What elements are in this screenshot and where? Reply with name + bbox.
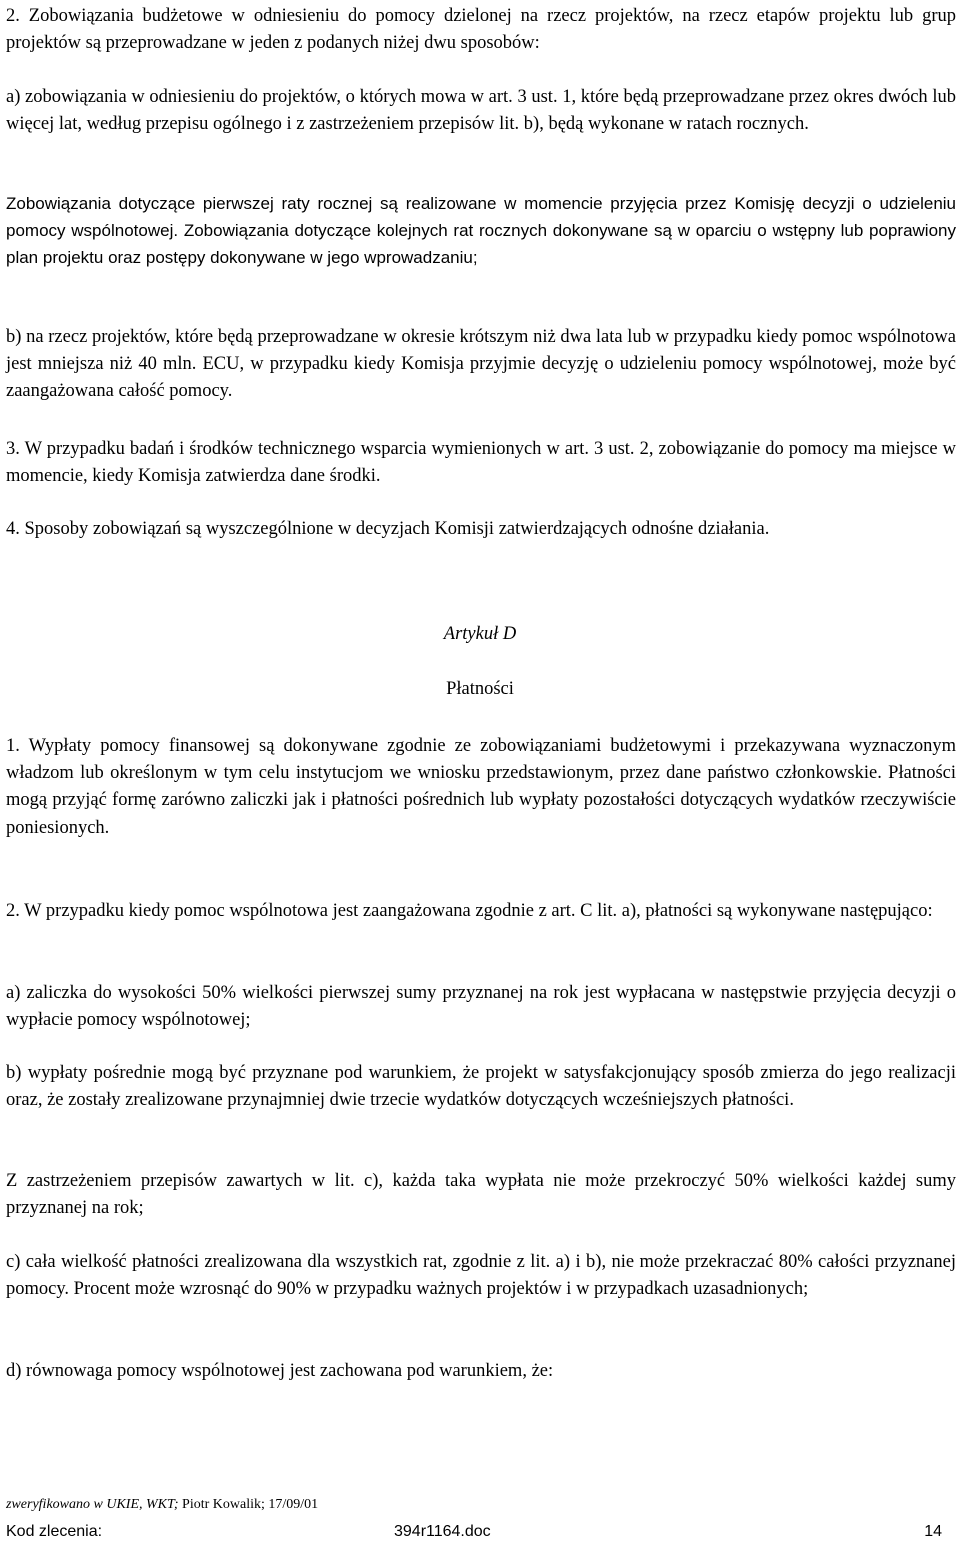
paragraph: 2. Zobowiązania budżetowe w odniesieniu do pomocy dzielonej na rzecz projektów, na rzecz etapów projektu lub grup projektów są przeprowadzane w jeden z podanych niżej dwu sposobów:	[6, 6, 956, 54]
page-number: 14	[924, 1523, 942, 1540]
paragraph: b) na rzecz projektów, które będą przeprowadzane w okresie krótszym niż dwa lata lub w przypadku kiedy pomoc wspólnotowa jest mniejsza niż 40 mln. ECU, w przypadku kiedy Komisja przyjmie decyzję o udzieleniu pomocy wspólnotowej, może być zaangażowana całość pomocy.	[6, 327, 956, 402]
paragraph: b) wypłaty pośrednie mogą być przyznane pod warunkiem, że projekt w satysfakcjonujący sposób zmierza do jego realizacji oraz, że zostały zrealizowane przynajmniej dwie trzecie wydatków dotyczących wcześniejszych płatności.	[6, 1063, 956, 1111]
paragraph: d) równowaga pomocy wspólnotowej jest zachowana pod warunkiem, że:	[6, 1361, 554, 1381]
article-subtitle: Płatności	[446, 679, 514, 699]
paragraph: a) zaliczka do wysokości 50% wielkości pierwszej sumy przyznanej na rok jest wypłacana w następstwie przyjęcia decyzji o wypłacie pomocy wspólnotowej;	[6, 983, 956, 1031]
paragraph: Z zastrzeżeniem przepisów zawartych w lit. c), każda taka wypłata nie może przekroczyć 50% wielkości każdej sumy przyznanej na rok;	[6, 1171, 956, 1219]
article-title: Artykuł D	[443, 624, 517, 644]
paragraph: a) zobowiązania w odniesieniu do projektów, o których mowa w art. 3 ust. 1, które będą przeprowadzane przez okres dwóch lub więcej lat, według przepisu ogólnego i z zastrzeżeniem przepisów lit. b), będą wykonane w ratach rocznych.	[6, 87, 956, 135]
order-code-label: Kod zlecenia:	[6, 1523, 103, 1540]
paragraph: 4. Sposoby zobowiązań są wyszczególnione w decyzjach Komisji zatwierdzających odnośne działania.	[6, 519, 770, 539]
paragraph: c) cała wielkość płatności zrealizowana dla wszystkich rat, zgodnie z lit. a) i b), nie może przekraczać 80% całości przyznanej pomocy. Procent może wzrosnąć do 90% w przypadku ważnych projektów i w przypadkach uzasadnionych;	[6, 1252, 956, 1300]
paragraph: Zobowiązania dotyczące pierwszej raty rocznej są realizowane w momencie przyjęcia przez Komisję decyzji o udzieleniu pomocy wspólnotowej. Zobowiązania dotyczące kolejnych rat rocznych dokonywane są w oparciu o wstępny lub poprawiony plan projektu oraz postępy dokonywane w jego wprowadzaniu;	[6, 194, 956, 268]
verification-italic: zweryfikowano w UKIE, WKT;	[6, 1497, 179, 1512]
paragraph: 3. W przypadku badań i środków technicznego wsparcia wymienionych w art. 3 ust. 2, zobowiązanie do pomocy ma miejsce w momencie, kiedy Komisja zatwierdza dane środki.	[6, 439, 956, 487]
verification-note	[6, 1497, 318, 1513]
paragraph: 2. W przypadku kiedy pomoc wspólnotowa jest zaangażowana zgodnie z art. C lit. a), płatności są wykonywane następująco:	[6, 901, 933, 921]
paragraph: 1. Wypłaty pomocy finansowej są dokonywane zgodnie ze zobowiązaniami budżetowymi i przekazywana wyznaczonym władzom lub określonym w tym celu instytucjom we wniosku przedstawionym, przez dane państwo członkowskie. Płatności mogą przyjąć formę zarówno zaliczki jak i płatności pośrednich lub wypłaty pozostałości dotyczących wydatków rzeczywiście poniesionych.	[6, 736, 956, 838]
document-filename: 394r1164.doc	[394, 1523, 491, 1540]
verification-detail: Piotr Kowalik; 17/09/01	[178, 1497, 319, 1512]
